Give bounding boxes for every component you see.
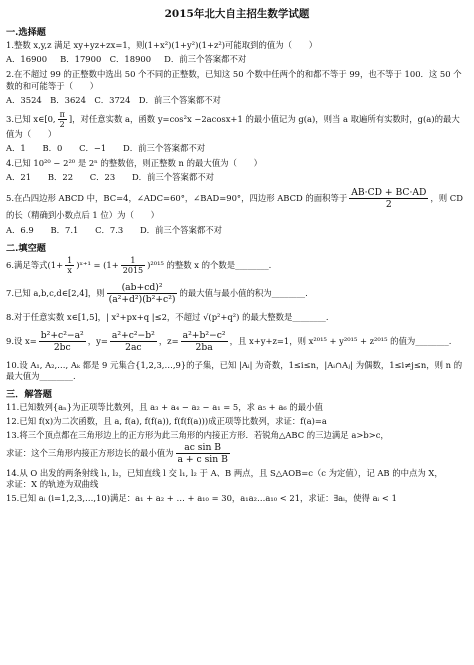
question-5 <box>6 187 468 221</box>
question-7 <box>6 282 468 305</box>
question-5-pre: 5.在凸四边形 ABCD 中，BC=4，∠ADC=60°，∠BAD=90°，四边形 ABCD 的面积等于 <box>6 193 348 204</box>
question-2: 2.在不超过 99 的正整数中选出 50 个不同的正整数，已知这 50 个数中任两个的和都不等于 99，也不等于 100．这 50 个数的和可能等于（ ） <box>6 69 462 91</box>
question-15: 15.已知 aᵢ (i=1,2,3,…,10)满足：a₁ + a₂ + … + a₁₀ = 30，a₁a₂…a₁₀ < 21，求证：∃aᵢ，使得 aᵢ < 1 <box>6 493 397 504</box>
question-4-options: A．21 B．22 C．23 D．前三个答案都不对 <box>6 172 215 183</box>
question-9-post: ，且 x+y+z=1，则 x²⁰¹⁵ + y²⁰¹⁵ + z²⁰¹⁵ 的值为________. <box>229 336 452 347</box>
question-9-mid2: ，z= <box>158 336 179 347</box>
question-9 <box>6 330 468 353</box>
question-9-mid1: ，y= <box>87 336 108 347</box>
question-3-post: ]，对任意实数 a，函数 y=cos²x −2acosx+1 的最小值记为 g(a)，则当 a 取遍所有实数时，g(a)的最大值为（ ） <box>6 113 460 139</box>
question-14-text: 14.从 O 出发的两条射线 l₁, l₂，已知直线 l 交 l₁, l₂ 于 A、B 两点，且 S△AOB=c（c 为定值），记 AB 的中点为 X， <box>6 467 443 478</box>
question-8: 8.对于任意实数 x∈[1,5]，| x²+px+q |≤2，不超过 √(p²+q²) 的最大整数是________. <box>6 311 329 322</box>
question-3-frac-num: π <box>59 109 65 119</box>
question-14 <box>6 468 468 491</box>
question-9-f2-den: 2ac <box>125 342 142 354</box>
question-10: 10.设 A₁, A₂,…, Aₖ 都是 9 元集合{1,2,3,…,9}的子集，已知 |Aᵢ| 为奇数，1≤i≤n，|Aᵢ∩Aⱼ| 为偶数，1≤i≠j≤n，则 n 的最大值为________. <box>6 360 463 382</box>
section-heading-choice: 一.选择题 <box>6 27 46 38</box>
question-13-frac-num: ac sin B <box>176 442 230 454</box>
question-13-frac-den: a + c sin B <box>177 453 228 465</box>
question-9-fraction-z <box>181 330 228 353</box>
question-3-options: A．1 B．0 C．−1 D．前三个答案都不对 <box>6 143 206 154</box>
question-9-pre: 9.设 x= <box>6 336 37 347</box>
question-13 <box>6 430 468 464</box>
section-heading-fill: 二.填空题 <box>6 242 46 254</box>
question-13-text: 13.将三个顶点都在三角形边上的正方形为此三角形的内接正方形．若锐角△ABC 的三边满足 a>b>c， <box>6 430 389 441</box>
question-6-fraction-1 <box>65 256 74 275</box>
question-2-options: A．3524 B．3624 C．3724 D．前三个答案都不对 <box>6 94 221 105</box>
question-7-fraction <box>107 282 178 305</box>
question-3-frac-den: 2 <box>59 119 65 129</box>
question-7-post: 的最大值与最小值的积为________. <box>179 287 308 298</box>
question-1: 1.整数 x,y,z 满足 xy+yz+zx=1，则(1+x²)(1+y²)(1+z²)可能取到的值为（ ） <box>6 40 318 50</box>
question-9-fraction-y <box>110 330 157 353</box>
question-3-pre: 3.已知 x∈[0, <box>6 113 56 124</box>
question-9-fraction-x <box>39 330 86 353</box>
question-7-pre: 7.已知 a,b,c,d∈[2,4]，则 <box>6 287 105 298</box>
question-6-f2-den: 2015 <box>122 265 144 275</box>
question-9-f3-den: 2ba <box>195 342 213 354</box>
question-5-fraction <box>349 187 428 210</box>
question-5-frac-num: AB·CD + BC·AD <box>351 187 427 199</box>
question-6 <box>6 256 468 275</box>
question-6-pre: 6.满足等式(1+ <box>6 259 64 270</box>
section-heading-solution: 三．解答题 <box>6 388 52 400</box>
question-3 <box>6 110 468 140</box>
question-5-options: A．6.9 B．7.1 C．7.3 D．前三个答案都不对 <box>6 224 223 235</box>
question-6-f1-num: 1 <box>67 255 73 265</box>
question-9-f1-den: 2bc <box>53 342 71 354</box>
question-6-f2-num: 1 <box>121 256 145 266</box>
question-11: 11.已知数列{aₙ}为正项等比数列，且 a₃ + a₄ − a₂ − a₁ = 5，求 a₅ + a₆ 的最小值 <box>6 401 323 412</box>
question-1-options: A．16900 B．17900 C．18900 D．前三个答案都不对 <box>6 54 247 65</box>
question-13-pre2: 求证：这个三角形内接正方形边长的最小值为 <box>6 447 174 458</box>
question-3-fraction <box>58 110 67 129</box>
question-6-post: )²⁰¹⁵ 的整数 x 的个数是________. <box>147 259 272 270</box>
question-6-f1-den: x <box>67 265 72 275</box>
question-4: 4.已知 10²⁰ − 2²⁰ 是 2ⁿ 的整数倍，则正整数 n 的最大值为（ ） <box>6 158 262 169</box>
question-7-frac-num: (ab+cd)² <box>107 282 178 294</box>
page-title: 2015年北大自主招生数学试题 <box>164 8 310 20</box>
question-6-mid: )ˣ⁺¹ = (1+ <box>76 259 119 270</box>
question-5-frac-den: 2 <box>385 199 392 211</box>
question-12: 12.已知 f(x)为二次函数，且 a, f(a), f(f(a)), f(f(f(a)))成正项等比数列，求证：f(a)=a <box>6 415 327 426</box>
question-9-f3-num: a²+b²−c² <box>182 330 226 342</box>
question-14-line2: 求证：X 的轨迹为双曲线 <box>6 478 99 489</box>
question-13-fraction <box>176 442 230 465</box>
question-9-f1-num: b²+c²−a² <box>40 330 84 342</box>
question-5-post: ，则 CD 的长（精确到小数点后 1 位）为（ ） <box>6 193 463 221</box>
question-9-f2-num: a²+c²−b² <box>111 330 155 342</box>
question-7-frac-den: (a²+d²)(b²+c²) <box>108 293 176 305</box>
question-6-fraction-2 <box>121 256 145 275</box>
